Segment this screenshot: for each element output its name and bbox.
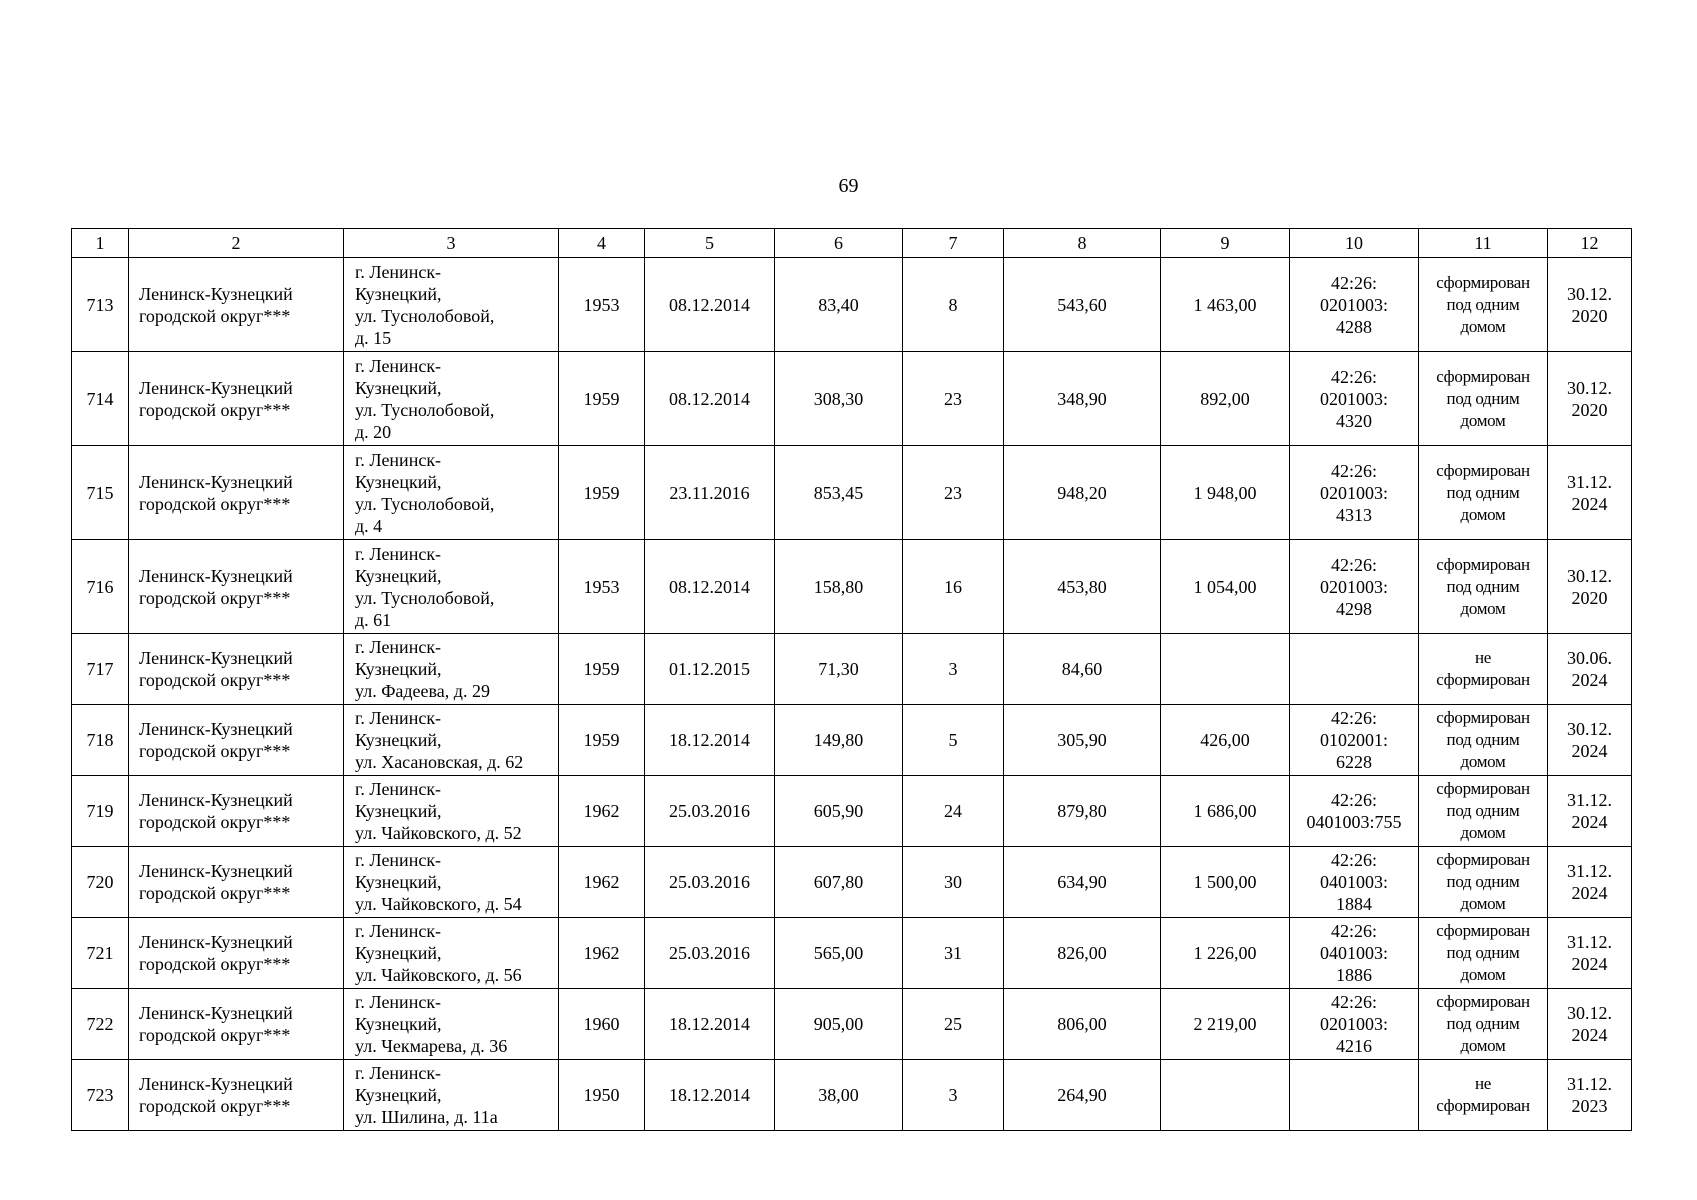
date-cell: 08.12.2014 bbox=[645, 352, 775, 446]
cadastral-number-cell-line: 6228 bbox=[1336, 752, 1372, 772]
row-number: 723 bbox=[72, 1060, 129, 1131]
area-col9-cell: 1 948,00 bbox=[1161, 446, 1290, 540]
address-cell-line: г. Ленинск- bbox=[355, 992, 442, 1012]
deadline-cell bbox=[1548, 705, 1632, 776]
column-header-6: 6 bbox=[775, 229, 903, 258]
area-col9-cell bbox=[1161, 1060, 1290, 1131]
address-cell-line: Кузнецкий, bbox=[355, 377, 442, 398]
area-col8-cell: 84,60 bbox=[1004, 634, 1161, 705]
column-header-3: 3 bbox=[344, 229, 559, 258]
column-header-10: 10 bbox=[1290, 229, 1419, 258]
row-number: 716 bbox=[72, 540, 129, 634]
address-cell-line: г. Ленинск- bbox=[355, 261, 442, 282]
table-header bbox=[72, 229, 1632, 258]
table-row bbox=[72, 989, 1632, 1060]
area-col6-cell: 605,90 bbox=[775, 776, 903, 847]
header-row bbox=[72, 229, 1632, 258]
address-cell-line: ул. Шилина, д. 11а bbox=[355, 1107, 498, 1127]
cadastral-number-cell-line: 1884 bbox=[1336, 894, 1372, 914]
deadline-cell bbox=[1548, 258, 1632, 352]
table-row bbox=[72, 1060, 1632, 1131]
deadline-cell-line: 31.12. bbox=[1567, 471, 1612, 492]
land-status-cell-line: сформирован bbox=[1436, 460, 1530, 480]
column-header-1: 1 bbox=[72, 229, 129, 258]
cadastral-number-cell-line: 4288 bbox=[1336, 316, 1372, 337]
deadline-cell-line: 31.12. bbox=[1567, 790, 1612, 810]
address-cell-line: г. Ленинск- bbox=[355, 637, 442, 657]
date-cell: 25.03.2016 bbox=[645, 847, 775, 918]
area-col6-cell: 565,00 bbox=[775, 918, 903, 989]
cadastral-number-cell-line: 0201003: bbox=[1319, 294, 1388, 315]
cadastral-number-cell-line: 42:26: bbox=[1330, 708, 1377, 728]
municipality-cell: Ленинск-Кузнецкий городской округ*** bbox=[129, 258, 344, 352]
address-cell-line: Кузнецкий, bbox=[355, 1085, 442, 1105]
land-status-cell-line: под одним bbox=[1446, 943, 1520, 962]
land-status-cell-line: домом bbox=[1460, 752, 1506, 771]
deadline-cell bbox=[1548, 634, 1632, 705]
address-cell-line: ул. Туснолобовой, bbox=[355, 493, 495, 514]
year-cell: 1950 bbox=[559, 1060, 645, 1131]
deadline-cell-line: 31.12. bbox=[1567, 861, 1612, 881]
address-cell bbox=[344, 989, 559, 1060]
year-cell: 1962 bbox=[559, 776, 645, 847]
area-col6-cell: 853,45 bbox=[775, 446, 903, 540]
deadline-cell-line: 30.12. bbox=[1567, 719, 1612, 739]
cadastral-number-cell bbox=[1290, 918, 1419, 989]
deadline-cell-line: 30.12. bbox=[1567, 1003, 1612, 1023]
municipality-cell: Ленинск-Кузнецкий городской округ*** bbox=[129, 705, 344, 776]
row-number: 719 bbox=[72, 776, 129, 847]
cadastral-number-cell bbox=[1290, 1060, 1419, 1131]
year-cell: 1953 bbox=[559, 258, 645, 352]
cadastral-number-cell-line: 42:26: bbox=[1330, 992, 1377, 1012]
address-cell bbox=[344, 352, 559, 446]
count-col7-cell: 25 bbox=[903, 989, 1004, 1060]
address-cell-line: г. Ленинск- bbox=[355, 850, 442, 870]
table-row bbox=[72, 540, 1632, 634]
deadline-cell-line: 2020 bbox=[1571, 305, 1608, 326]
municipality-cell: Ленинск-Кузнецкий городской округ*** bbox=[129, 918, 344, 989]
column-header-12: 12 bbox=[1548, 229, 1632, 258]
land-status-cell-line: домом bbox=[1460, 965, 1506, 984]
address-cell-line: ул. Чайковского, д. 54 bbox=[355, 894, 522, 914]
year-cell: 1959 bbox=[559, 705, 645, 776]
land-status-cell-line: сформирован bbox=[1436, 850, 1530, 869]
deadline-cell-line: 2024 bbox=[1571, 1025, 1608, 1045]
area-col9-cell: 426,00 bbox=[1161, 705, 1290, 776]
count-col7-cell: 24 bbox=[903, 776, 1004, 847]
cadastral-number-cell-line: 42:26: bbox=[1330, 554, 1377, 575]
year-cell: 1953 bbox=[559, 540, 645, 634]
row-number: 721 bbox=[72, 918, 129, 989]
address-cell bbox=[344, 258, 559, 352]
cadastral-number-cell-line: 0201003: bbox=[1319, 388, 1388, 409]
deadline-cell-line: 2020 bbox=[1571, 587, 1608, 608]
address-cell-line: г. Ленинск- bbox=[355, 779, 442, 799]
row-number: 722 bbox=[72, 989, 129, 1060]
deadline-cell bbox=[1548, 352, 1632, 446]
address-cell bbox=[344, 847, 559, 918]
area-col8-cell: 264,90 bbox=[1004, 1060, 1161, 1131]
cadastral-number-cell-line: 42:26: bbox=[1330, 272, 1377, 293]
address-cell-line: Кузнецкий, bbox=[355, 730, 442, 750]
deadline-cell-line: 2023 bbox=[1571, 1096, 1608, 1116]
area-col9-cell: 1 686,00 bbox=[1161, 776, 1290, 847]
land-status-cell bbox=[1419, 634, 1548, 705]
area-col8-cell: 453,80 bbox=[1004, 540, 1161, 634]
land-status-cell-line: не bbox=[1474, 1074, 1492, 1093]
land-status-cell-line: под одним bbox=[1446, 730, 1520, 749]
address-cell bbox=[344, 634, 559, 705]
address-cell-line: Кузнецкий, bbox=[355, 659, 442, 679]
address-cell-line: д. 20 bbox=[355, 421, 392, 442]
address-cell-line: г. Ленинск- bbox=[355, 543, 442, 564]
address-cell-line: ул. Чайковского, д. 52 bbox=[355, 823, 522, 843]
land-status-cell-line: сформирован bbox=[1436, 921, 1530, 940]
table-row bbox=[72, 446, 1632, 540]
area-col6-cell: 71,30 bbox=[775, 634, 903, 705]
address-cell bbox=[344, 540, 559, 634]
column-header-8: 8 bbox=[1004, 229, 1161, 258]
land-status-cell-line: домом bbox=[1460, 823, 1506, 842]
municipality-cell: Ленинск-Кузнецкий городской округ*** bbox=[129, 634, 344, 705]
cadastral-number-cell bbox=[1290, 776, 1419, 847]
cadastral-number-cell-line: 42:26: bbox=[1330, 790, 1377, 810]
date-cell: 08.12.2014 bbox=[645, 540, 775, 634]
year-cell: 1959 bbox=[559, 634, 645, 705]
cadastral-number-cell-line: 4298 bbox=[1336, 598, 1372, 619]
cadastral-number-cell-line: 0201003: bbox=[1319, 1014, 1388, 1034]
count-col7-cell: 31 bbox=[903, 918, 1004, 989]
row-number: 715 bbox=[72, 446, 129, 540]
date-cell: 08.12.2014 bbox=[645, 258, 775, 352]
column-header-5: 5 bbox=[645, 229, 775, 258]
cadastral-number-cell-line: 42:26: bbox=[1330, 366, 1377, 387]
deadline-cell bbox=[1548, 540, 1632, 634]
area-col6-cell: 149,80 bbox=[775, 705, 903, 776]
count-col7-cell: 23 bbox=[903, 352, 1004, 446]
land-status-cell-line: под одним bbox=[1446, 576, 1520, 596]
area-col6-cell: 38,00 bbox=[775, 1060, 903, 1131]
cadastral-number-cell-line: 42:26: bbox=[1330, 850, 1377, 870]
address-cell-line: г. Ленинск- bbox=[355, 355, 442, 376]
address-cell-line: Кузнецкий, bbox=[355, 565, 442, 586]
deadline-cell bbox=[1548, 1060, 1632, 1131]
table-row bbox=[72, 352, 1632, 446]
land-status-cell bbox=[1419, 446, 1548, 540]
count-col7-cell: 30 bbox=[903, 847, 1004, 918]
land-status-cell-line: не bbox=[1474, 648, 1492, 667]
area-col6-cell: 905,00 bbox=[775, 989, 903, 1060]
count-col7-cell: 16 bbox=[903, 540, 1004, 634]
cadastral-number-cell-line: 0401003:755 bbox=[1306, 812, 1402, 832]
deadline-cell bbox=[1548, 776, 1632, 847]
land-status-cell-line: под одним bbox=[1446, 1014, 1520, 1033]
row-number: 713 bbox=[72, 258, 129, 352]
table-row bbox=[72, 705, 1632, 776]
column-header-2: 2 bbox=[129, 229, 344, 258]
deadline-cell-line: 2024 bbox=[1571, 954, 1608, 974]
year-cell: 1962 bbox=[559, 918, 645, 989]
date-cell: 01.12.2015 bbox=[645, 634, 775, 705]
address-cell-line: ул. Туснолобовой, bbox=[355, 587, 495, 608]
table-row bbox=[72, 847, 1632, 918]
area-col9-cell: 1 500,00 bbox=[1161, 847, 1290, 918]
area-col9-cell: 1 054,00 bbox=[1161, 540, 1290, 634]
cadastral-number-cell-line: 4216 bbox=[1336, 1036, 1372, 1056]
address-cell-line: Кузнецкий, bbox=[355, 471, 442, 492]
column-header-11: 11 bbox=[1419, 229, 1548, 258]
land-status-cell-line: сформирован bbox=[1436, 1096, 1530, 1115]
municipality-cell: Ленинск-Кузнецкий городской округ*** bbox=[129, 352, 344, 446]
area-col9-cell: 1 226,00 bbox=[1161, 918, 1290, 989]
deadline-cell-line: 2024 bbox=[1571, 493, 1608, 514]
land-status-cell-line: сформирован bbox=[1436, 708, 1530, 727]
area-col6-cell: 158,80 bbox=[775, 540, 903, 634]
cadastral-number-cell-line: 4320 bbox=[1336, 410, 1372, 431]
cadastral-number-cell bbox=[1290, 847, 1419, 918]
address-cell bbox=[344, 1060, 559, 1131]
cadastral-number-cell-line: 42:26: bbox=[1330, 460, 1377, 481]
land-status-cell bbox=[1419, 847, 1548, 918]
land-status-cell bbox=[1419, 989, 1548, 1060]
cadastral-number-cell bbox=[1290, 352, 1419, 446]
address-cell bbox=[344, 705, 559, 776]
area-col8-cell: 948,20 bbox=[1004, 446, 1161, 540]
land-status-cell-line: под одним bbox=[1446, 872, 1520, 891]
deadline-cell bbox=[1548, 989, 1632, 1060]
land-status-cell-line: сформирован bbox=[1436, 272, 1530, 292]
year-cell: 1962 bbox=[559, 847, 645, 918]
count-col7-cell: 8 bbox=[903, 258, 1004, 352]
year-cell: 1959 bbox=[559, 352, 645, 446]
area-col8-cell: 634,90 bbox=[1004, 847, 1161, 918]
land-status-cell-line: домом bbox=[1460, 894, 1506, 913]
area-col8-cell: 879,80 bbox=[1004, 776, 1161, 847]
land-status-cell-line: сформирован bbox=[1436, 992, 1530, 1011]
cadastral-number-cell-line: 4313 bbox=[1336, 504, 1372, 525]
date-cell: 25.03.2016 bbox=[645, 776, 775, 847]
address-cell-line: Кузнецкий, bbox=[355, 872, 442, 892]
area-col6-cell: 83,40 bbox=[775, 258, 903, 352]
cadastral-number-cell bbox=[1290, 705, 1419, 776]
address-cell-line: г. Ленинск- bbox=[355, 921, 442, 941]
land-status-cell bbox=[1419, 918, 1548, 989]
land-status-cell bbox=[1419, 1060, 1548, 1131]
cadastral-number-cell bbox=[1290, 258, 1419, 352]
date-cell: 18.12.2014 bbox=[645, 1060, 775, 1131]
land-status-cell-line: под одним bbox=[1446, 388, 1520, 408]
count-col7-cell: 3 bbox=[903, 634, 1004, 705]
cadastral-number-cell-line: 42:26: bbox=[1330, 921, 1377, 941]
column-header-7: 7 bbox=[903, 229, 1004, 258]
year-cell: 1959 bbox=[559, 446, 645, 540]
land-status-cell-line: домом bbox=[1460, 1036, 1506, 1055]
deadline-cell-line: 2024 bbox=[1571, 812, 1608, 832]
cadastral-number-cell bbox=[1290, 989, 1419, 1060]
municipality-cell: Ленинск-Кузнецкий городской округ*** bbox=[129, 989, 344, 1060]
area-col9-cell: 1 463,00 bbox=[1161, 258, 1290, 352]
address-cell bbox=[344, 918, 559, 989]
deadline-cell bbox=[1548, 847, 1632, 918]
cadastral-number-cell-line: 0401003: bbox=[1319, 943, 1388, 963]
address-cell-line: ул. Туснолобовой, bbox=[355, 305, 495, 326]
deadline-cell-line: 2024 bbox=[1571, 883, 1608, 903]
cadastral-number-cell bbox=[1290, 540, 1419, 634]
address-cell-line: г. Ленинск- bbox=[355, 708, 442, 728]
table-row bbox=[72, 918, 1632, 989]
deadline-cell-line: 2024 bbox=[1571, 670, 1608, 690]
count-col7-cell: 23 bbox=[903, 446, 1004, 540]
land-status-cell bbox=[1419, 776, 1548, 847]
cadastral-number-cell bbox=[1290, 446, 1419, 540]
land-status-cell-line: домом bbox=[1460, 316, 1506, 336]
row-number: 717 bbox=[72, 634, 129, 705]
deadline-cell-line: 30.12. bbox=[1567, 283, 1612, 304]
address-cell-line: ул. Хасановская, д. 62 bbox=[355, 752, 524, 772]
land-status-cell-line: сформирован bbox=[1436, 779, 1530, 798]
address-cell-line: Кузнецкий, bbox=[355, 801, 442, 821]
address-cell bbox=[344, 776, 559, 847]
land-status-cell bbox=[1419, 705, 1548, 776]
column-header-4: 4 bbox=[559, 229, 645, 258]
land-status-cell-line: под одним bbox=[1446, 294, 1520, 314]
area-col6-cell: 308,30 bbox=[775, 352, 903, 446]
area-col8-cell: 348,90 bbox=[1004, 352, 1161, 446]
address-cell-line: ул. Фадеева, д. 29 bbox=[355, 681, 490, 701]
land-status-cell bbox=[1419, 258, 1548, 352]
row-number: 720 bbox=[72, 847, 129, 918]
land-status-cell-line: под одним bbox=[1446, 482, 1520, 502]
cadastral-number-cell-line: 0201003: bbox=[1319, 482, 1388, 503]
address-cell-line: Кузнецкий, bbox=[355, 943, 442, 963]
area-col9-cell bbox=[1161, 634, 1290, 705]
table-body bbox=[72, 258, 1632, 1131]
table-row bbox=[72, 776, 1632, 847]
deadline-cell-line: 2024 bbox=[1571, 741, 1608, 761]
land-status-cell-line: под одним bbox=[1446, 801, 1520, 820]
area-col8-cell: 543,60 bbox=[1004, 258, 1161, 352]
land-status-cell-line: домом bbox=[1460, 410, 1506, 430]
area-col8-cell: 806,00 bbox=[1004, 989, 1161, 1060]
land-status-cell-line: домом bbox=[1460, 598, 1506, 618]
date-cell: 18.12.2014 bbox=[645, 705, 775, 776]
page-number: 69 bbox=[838, 175, 859, 197]
land-status-cell-line: сформирован bbox=[1436, 670, 1530, 689]
row-number: 718 bbox=[72, 705, 129, 776]
row-number: 714 bbox=[72, 352, 129, 446]
municipality-cell: Ленинск-Кузнецкий городской округ*** bbox=[129, 1060, 344, 1131]
date-cell: 18.12.2014 bbox=[645, 989, 775, 1060]
area-col8-cell: 305,90 bbox=[1004, 705, 1161, 776]
land-status-cell bbox=[1419, 540, 1548, 634]
count-col7-cell: 3 bbox=[903, 1060, 1004, 1131]
land-status-cell-line: сформирован bbox=[1436, 366, 1530, 386]
cadastral-number-cell-line: 1886 bbox=[1336, 965, 1372, 985]
area-col9-cell: 892,00 bbox=[1161, 352, 1290, 446]
address-cell-line: д. 4 bbox=[355, 515, 383, 536]
table-row bbox=[72, 258, 1632, 352]
land-status-cell-line: сформирован bbox=[1436, 554, 1530, 574]
date-cell: 23.11.2016 bbox=[645, 446, 775, 540]
deadline-cell-line: 30.06. bbox=[1567, 648, 1612, 668]
area-col6-cell: 607,80 bbox=[775, 847, 903, 918]
address-cell-line: ул. Туснолобовой, bbox=[355, 399, 495, 420]
cadastral-number-cell-line: 0401003: bbox=[1319, 872, 1388, 892]
area-col8-cell: 826,00 bbox=[1004, 918, 1161, 989]
land-status-cell bbox=[1419, 352, 1548, 446]
address-cell-line: ул. Чекмарева, д. 36 bbox=[355, 1036, 508, 1056]
housing-registry-table bbox=[71, 228, 1632, 1131]
deadline-cell-line: 2020 bbox=[1571, 399, 1608, 420]
cadastral-number-cell bbox=[1290, 634, 1419, 705]
count-col7-cell: 5 bbox=[903, 705, 1004, 776]
address-cell-line: г. Ленинск- bbox=[355, 449, 442, 470]
address-cell bbox=[344, 446, 559, 540]
address-cell-line: д. 15 bbox=[355, 327, 392, 348]
deadline-cell-line: 30.12. bbox=[1567, 565, 1612, 586]
municipality-cell: Ленинск-Кузнецкий городской округ*** bbox=[129, 776, 344, 847]
deadline-cell-line: 30.12. bbox=[1567, 377, 1612, 398]
municipality-cell: Ленинск-Кузнецкий городской округ*** bbox=[129, 446, 344, 540]
year-cell: 1960 bbox=[559, 989, 645, 1060]
deadline-cell-line: 31.12. bbox=[1567, 1074, 1612, 1094]
column-header-9: 9 bbox=[1161, 229, 1290, 258]
address-cell-line: ул. Чайковского, д. 56 bbox=[355, 965, 522, 985]
municipality-cell: Ленинск-Кузнецкий городской округ*** bbox=[129, 847, 344, 918]
cadastral-number-cell-line: 0201003: bbox=[1319, 576, 1388, 597]
land-status-cell-line: домом bbox=[1460, 504, 1506, 524]
address-cell-line: г. Ленинск- bbox=[355, 1063, 442, 1083]
deadline-cell bbox=[1548, 446, 1632, 540]
municipality-cell: Ленинск-Кузнецкий городской округ*** bbox=[129, 540, 344, 634]
address-cell-line: Кузнецкий, bbox=[355, 1014, 442, 1034]
address-cell-line: Кузнецкий, bbox=[355, 283, 442, 304]
cadastral-number-cell-line: 0102001: bbox=[1319, 730, 1388, 750]
date-cell: 25.03.2016 bbox=[645, 918, 775, 989]
table-row bbox=[72, 634, 1632, 705]
deadline-cell bbox=[1548, 918, 1632, 989]
area-col9-cell: 2 219,00 bbox=[1161, 989, 1290, 1060]
address-cell-line: д. 61 bbox=[355, 609, 392, 630]
deadline-cell-line: 31.12. bbox=[1567, 932, 1612, 952]
